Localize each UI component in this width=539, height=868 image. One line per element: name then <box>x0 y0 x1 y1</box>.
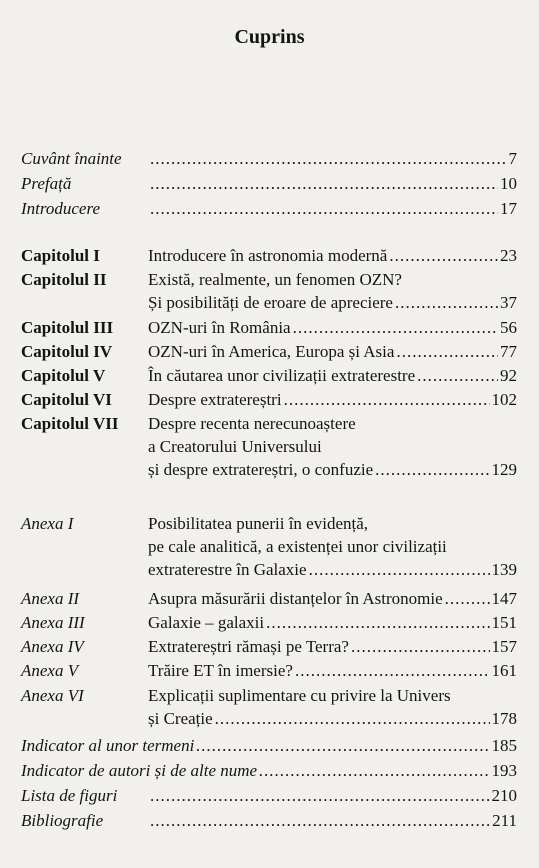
leader-dots <box>293 316 498 339</box>
page-number: 23 <box>500 246 517 265</box>
leader-dots <box>351 635 490 658</box>
toc-entry-back[interactable] <box>21 784 517 807</box>
leader-dots <box>196 734 489 757</box>
entry-label: Introducere <box>21 199 100 218</box>
leader-dots <box>309 558 490 581</box>
entry-label: Anexa III <box>21 613 85 632</box>
leader-dots <box>215 707 490 730</box>
page-number: 37 <box>500 293 517 312</box>
entry-title: pe cale analitică, a existenței unor civilizații <box>148 537 447 556</box>
entry-title: Și posibilități de eroare de apreciere <box>148 293 393 312</box>
entry-label: Anexa I <box>21 514 74 533</box>
toc-entry-chapter[interactable] <box>21 316 517 339</box>
leader-dots <box>150 197 498 220</box>
entry-label: Capitolul VII <box>21 414 119 433</box>
leader-dots <box>259 759 489 782</box>
entry-label: Anexa V <box>21 661 79 680</box>
toc-entry-front[interactable] <box>21 147 517 170</box>
page-title: Cuprins <box>234 26 305 48</box>
page-number: 210 <box>491 786 517 805</box>
entry-title: Trăire ET în imersie? <box>148 661 293 680</box>
page-number: 178 <box>491 709 517 728</box>
entry-title: Explicații suplimentare cu privire la Univers <box>148 686 451 705</box>
toc-entry-annex[interactable] <box>21 587 517 610</box>
entry-label: Anexa VI <box>21 686 84 705</box>
toc-entry-annex[interactable] <box>21 684 517 730</box>
leader-dots <box>284 388 490 411</box>
entry-label: Prefață <box>21 174 72 193</box>
entry-title: OZN-uri în America, Europa și Asia <box>148 342 395 361</box>
toc-entry-chapter[interactable] <box>21 244 517 267</box>
page-number: 56 <box>500 318 517 337</box>
leader-dots <box>396 340 498 363</box>
page-number: 17 <box>500 199 517 218</box>
entry-title: Există, realmente, un fenomen OZN? <box>148 270 402 289</box>
entry-label: Capitolul IV <box>21 342 113 361</box>
entry-title: și despre extratereștri, o confuzie <box>148 460 374 479</box>
leader-dots <box>375 458 489 481</box>
page-number: 151 <box>491 613 517 632</box>
entry-title: Extratereștri rămași pe Terra? <box>148 637 349 656</box>
entry-label: Bibliografie <box>21 811 104 830</box>
toc-entry-back[interactable] <box>21 759 517 782</box>
leader-dots <box>150 172 498 195</box>
entry-title: Asupra măsurării distanțelor în Astronomie <box>148 589 443 608</box>
toc-entry-chapter[interactable] <box>21 388 517 411</box>
leader-dots <box>295 659 490 682</box>
entry-title: În căutarea unor civilizații extraterestre <box>148 366 416 385</box>
leader-dots <box>150 809 490 832</box>
entry-title: Despre extratereștri <box>148 390 282 409</box>
page-number: 211 <box>492 811 517 830</box>
entry-label: Capitolul VI <box>21 390 112 409</box>
leader-dots <box>150 784 490 807</box>
toc-entry-chapter[interactable] <box>21 340 517 363</box>
leader-dots <box>266 611 489 634</box>
entry-title: a Creatorului Universului <box>148 437 322 456</box>
entry-label: Capitolul V <box>21 366 106 385</box>
page-number: 147 <box>491 589 517 608</box>
leader-dots <box>445 587 490 610</box>
page-number: 139 <box>491 560 517 579</box>
toc-entry-chapter[interactable] <box>21 412 517 481</box>
leader-dots <box>150 147 507 170</box>
toc-entry-back[interactable] <box>21 734 517 757</box>
entry-title: Indicator de autori și de alte nume <box>21 761 258 780</box>
entry-title: OZN-uri în România <box>148 318 291 337</box>
page-number: 7 <box>508 149 517 168</box>
entry-title: extraterestre în Galaxie <box>148 560 307 579</box>
toc-entry-annex[interactable] <box>21 512 517 581</box>
entry-title: Indicator al unor termeni <box>21 736 195 755</box>
leader-dots <box>389 244 498 267</box>
entry-label: Lista de figuri <box>21 786 118 805</box>
entry-label: Anexa IV <box>21 637 84 656</box>
page-number: 10 <box>500 174 517 193</box>
page-number: 157 <box>491 637 517 656</box>
entry-label: Capitolul I <box>21 246 100 265</box>
entry-label: Capitolul II <box>21 270 107 289</box>
toc-entry-chapter[interactable] <box>21 364 517 387</box>
toc-entry-front[interactable] <box>21 172 517 195</box>
leader-dots <box>417 364 498 387</box>
entry-title: Posibilitatea punerii în evidență, <box>148 514 369 533</box>
entry-title: și Creație <box>148 709 213 728</box>
entry-label: Capitolul III <box>21 318 114 337</box>
entry-title: Despre recenta nerecunoaștere <box>148 414 356 433</box>
toc-entry-annex[interactable] <box>21 659 517 682</box>
entry-title: Galaxie – galaxii <box>148 613 265 632</box>
page-number: 129 <box>491 460 517 479</box>
toc-entry-annex[interactable] <box>21 611 517 634</box>
page-number: 185 <box>491 736 517 755</box>
entry-title: Introducere în astronomia modernă <box>148 246 388 265</box>
page-number: 77 <box>500 342 517 361</box>
page-number: 193 <box>491 761 517 780</box>
toc-entry-back[interactable] <box>21 809 517 832</box>
page-number: 92 <box>500 366 517 385</box>
page-number: 102 <box>491 390 517 409</box>
leader-dots <box>395 291 498 314</box>
toc-entry-annex[interactable] <box>21 635 517 658</box>
page-number: 161 <box>491 661 517 680</box>
toc-entry-front[interactable] <box>21 197 517 220</box>
toc-entry-chapter[interactable] <box>21 268 517 314</box>
entry-label: Anexa II <box>21 589 80 608</box>
entry-label: Cuvânt înainte <box>21 149 122 168</box>
